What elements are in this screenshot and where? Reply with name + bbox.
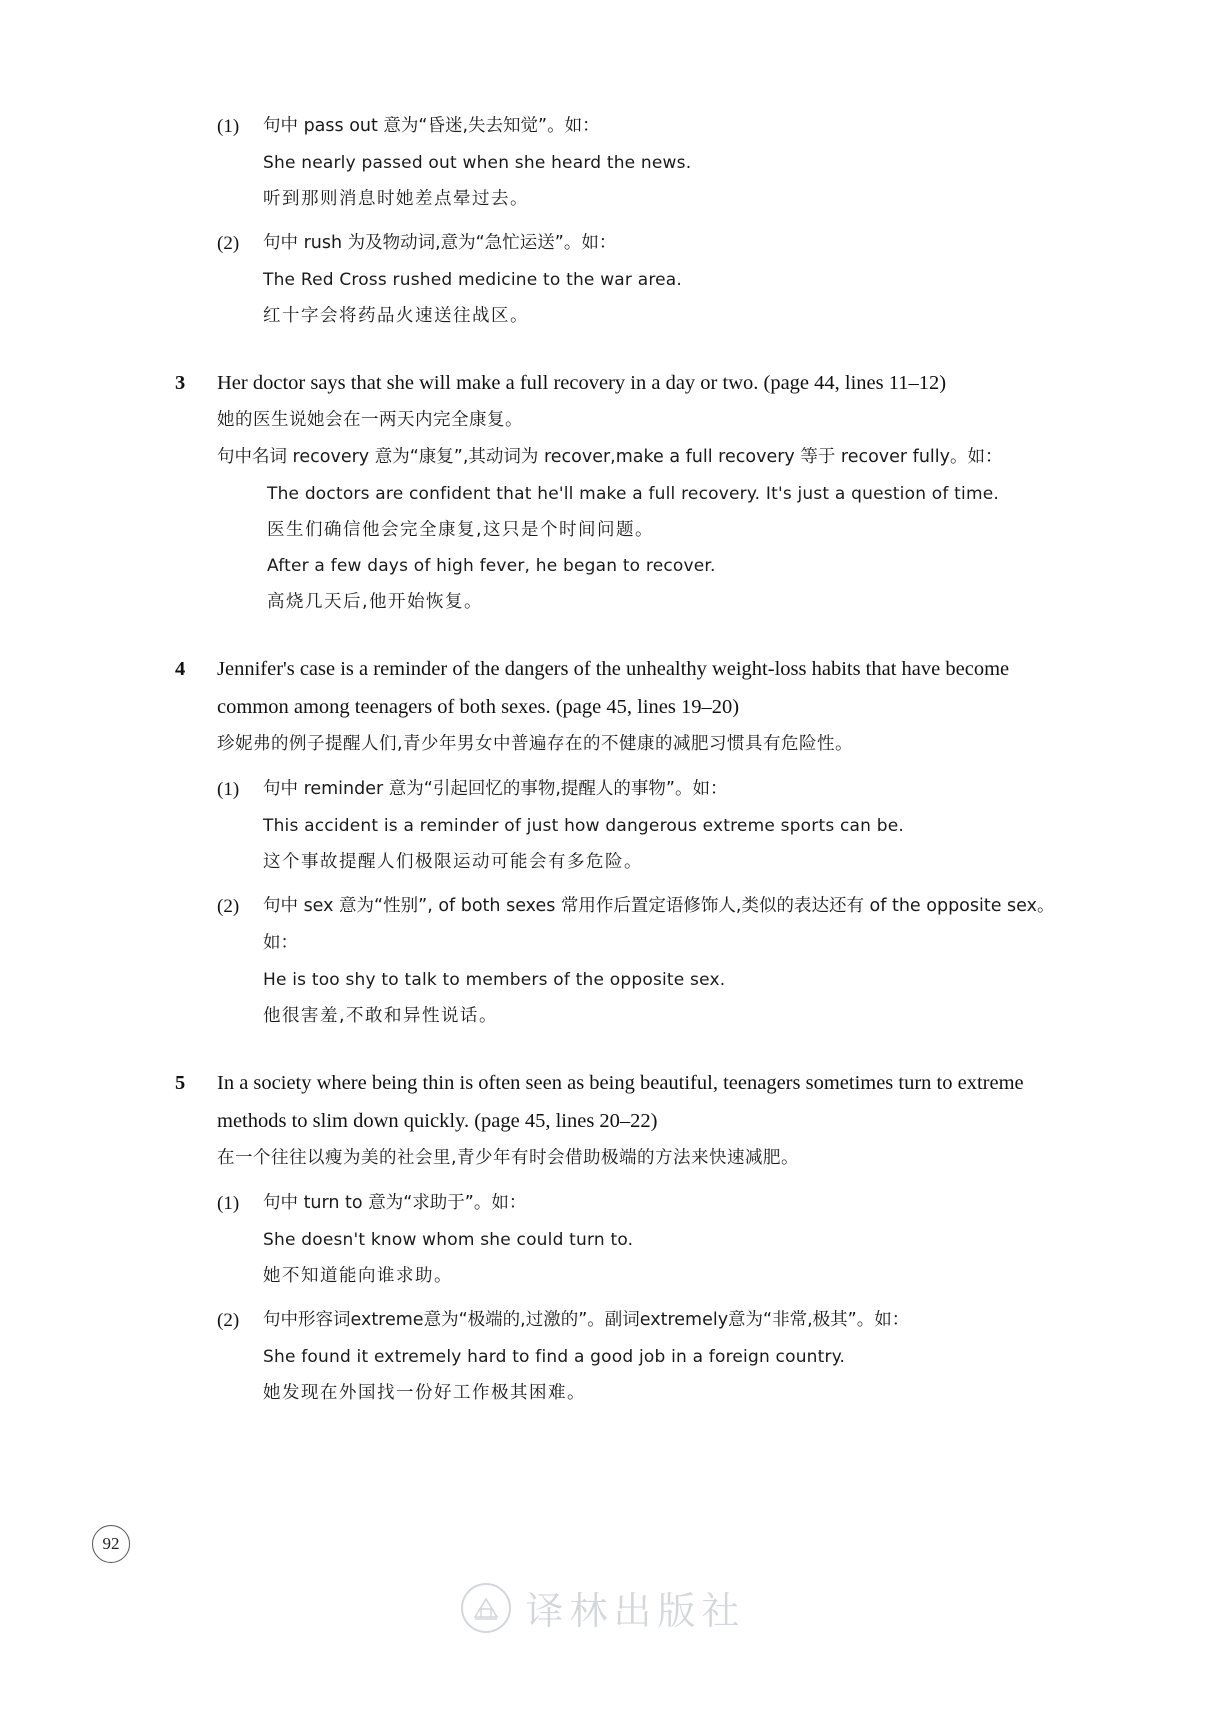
example-en: The doctors are confident that he'll make a full recovery. It's just a question of time. <box>267 484 999 504</box>
sub-item-lead: 句中 reminder 意为“引起回忆的事物,提醒人的事物”。如： <box>263 779 728 799</box>
section-4 <box>175 650 1055 1034</box>
sub-item <box>217 1302 1055 1411</box>
example-cn: 红十字会将药品火速送往战区。 <box>263 306 529 326</box>
sub-item-lead: 句中形容词extreme意为“极端的,过激的”。副词extremely意为“非常,极其”。如： <box>263 1310 910 1330</box>
example-cn: 她发现在外国找一份好工作极其困难。 <box>263 1383 586 1403</box>
sub-item-label: (1) <box>217 779 240 800</box>
example-cn: 医生们确信他会完全康复,这只是个时间问题。 <box>267 520 655 540</box>
sub-item-lead: 句中 turn to 意为“求助于”。如： <box>263 1193 527 1213</box>
section-headline-cn: 在一个往往以瘦为美的社会里,青少年有时会借助极端的方法来快速减肥。 <box>217 1148 800 1168</box>
sub-item <box>217 1185 1055 1294</box>
section-headline-cn: 她的医生说她会在一两天内完全康复。 <box>217 410 523 430</box>
sub-item-label: (1) <box>217 116 240 137</box>
section-5 <box>175 1064 1055 1411</box>
example-en: She nearly passed out when she heard the news. <box>263 153 692 173</box>
section-3 <box>175 364 1055 620</box>
section-headline-en: Her doctor says that she will make a full recovery in a day or two. (page 44, lines 11–12) <box>217 372 947 394</box>
page-content <box>175 100 1055 1411</box>
example-en: After a few days of high fever, he began to recover. <box>267 556 716 576</box>
section-number: 5 <box>175 1072 186 1094</box>
sub-item <box>217 888 1055 1034</box>
example-en: The Red Cross rushed medicine to the war area. <box>263 270 683 290</box>
section-number <box>175 100 217 334</box>
section-note-cn: 句中名词 recovery 意为“康复”,其动词为 recover,make a full recovery 等于 recover fully。如： <box>217 447 1003 467</box>
sub-item <box>217 771 1055 880</box>
section-number: 3 <box>175 372 186 394</box>
example-cn: 这个事故提醒人们极限运动可能会有多危险。 <box>263 852 643 872</box>
section-continued <box>175 100 1055 334</box>
sub-item-lead: 句中 rush 为及物动词,意为“急忙运送”。如： <box>263 233 617 253</box>
example-en: This accident is a reminder of just how dangerous extreme sports can be. <box>263 816 904 836</box>
section-headline-en: Jennifer's case is a reminder of the dangers of the unhealthy weight-loss habits that have become common among teenagers of both sexes. (page 45, lines 19–20) <box>217 658 1010 718</box>
example-en: He is too shy to talk to members of the opposite sex. <box>263 970 726 990</box>
section-number: 4 <box>175 658 186 680</box>
sub-item-label: (2) <box>217 233 240 254</box>
sub-item-lead: 句中 pass out 意为“昏迷,失去知觉”。如： <box>263 116 600 136</box>
sub-item <box>217 225 1055 334</box>
sub-item-label: (2) <box>217 896 240 917</box>
section-headline-cn: 珍妮弗的例子提醒人们,青少年男女中普遍存在的不健康的减肥习惯具有危险性。 <box>217 734 854 754</box>
example-en: She doesn't know whom she could turn to. <box>263 1230 634 1250</box>
section-headline-en: In a society where being thin is often seen as being beautiful, teenagers sometimes turn to extreme methods to slim down quickly. (page 45, lines 20–22) <box>217 1072 1024 1132</box>
sub-item-label: (1) <box>217 1193 240 1214</box>
example-cn: 他很害羞,不敢和异性说话。 <box>263 1006 499 1026</box>
page-number: 92 <box>92 1525 130 1563</box>
publisher-name: 译林出版社 <box>525 1589 746 1633</box>
sub-item-lead: 句中 sex 意为“性别”, of both sexes 常用作后置定语修饰人,类似的表达还有 of the opposite sex。如： <box>263 896 1055 953</box>
mountain-gate-logo-icon <box>461 1583 511 1633</box>
example-en: She found it extremely hard to find a good job in a foreign country. <box>263 1347 846 1367</box>
example-cn: 她不知道能向谁求助。 <box>263 1266 453 1286</box>
sub-item-label: (2) <box>217 1310 240 1331</box>
sub-item <box>217 108 1055 217</box>
publisher-watermark <box>0 1580 1207 1635</box>
example-cn: 高烧几天后,他开始恢复。 <box>267 592 484 612</box>
example-cn: 听到那则消息时她差点晕过去。 <box>263 189 529 209</box>
